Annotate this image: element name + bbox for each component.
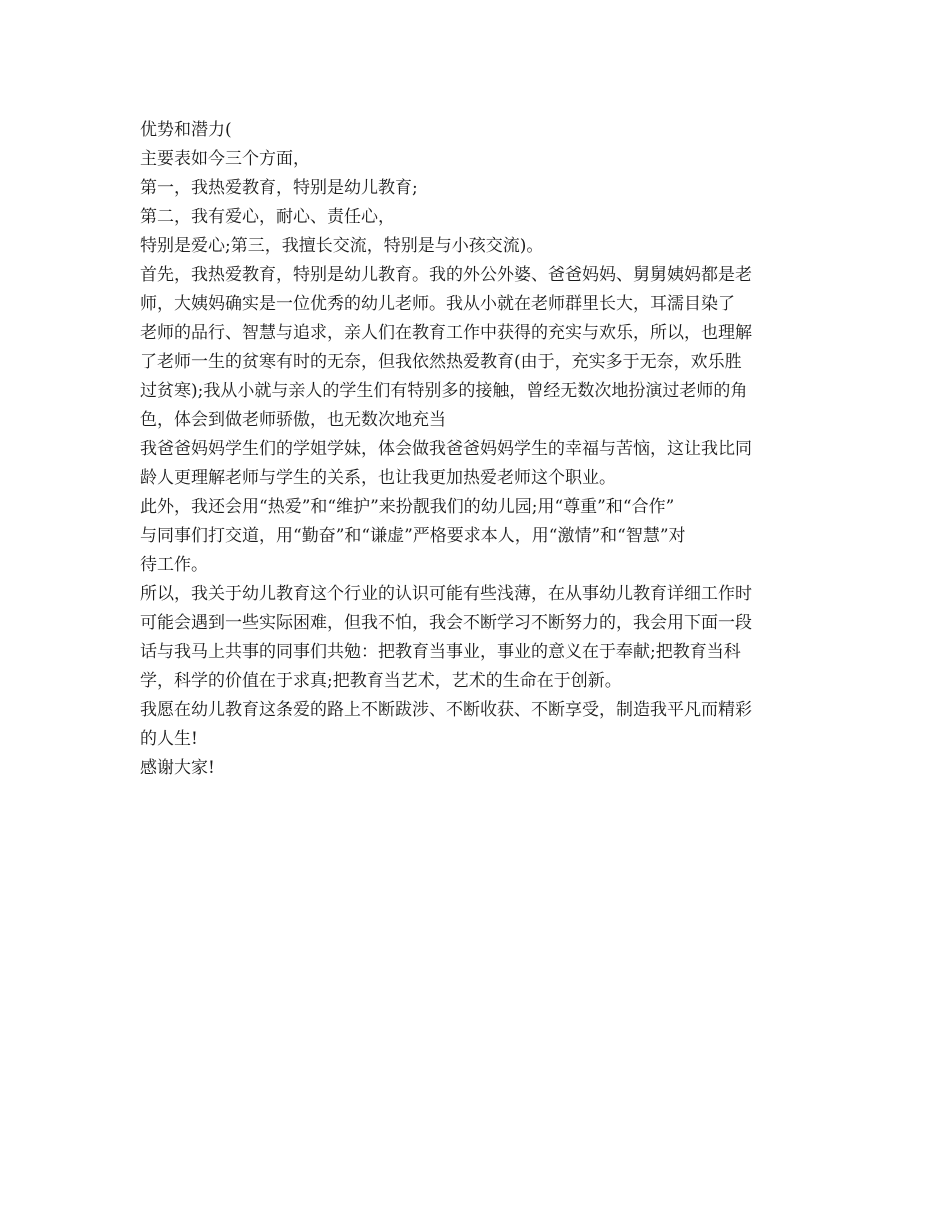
text-line: 感谢大家!: [140, 758, 215, 778]
text-line: 第一，我热爱教育，特别是幼儿教育;: [140, 178, 418, 198]
text-line: 所以，我关于幼儿教育这个行业的认识可能有些浅薄，在从事幼儿教育详细工作时: [140, 584, 752, 604]
paragraph: [140, 145, 820, 174]
text-line: 优势和潜力(: [140, 120, 232, 140]
text-line: 此外，我还会用“热爱”和“维护”来扮靓我们的幼儿园;用“尊重”和“合作”: [140, 497, 675, 517]
text-line: 与同事们打交道，用“勤奋”和“谦虚”严格要求本人，用“激情”和“智慧”对: [140, 526, 686, 546]
paragraph: [140, 174, 820, 203]
paragraph: [140, 493, 820, 580]
text-line: 首先，我热爱教育，特别是幼儿教育。我的外公外婆、爸爸妈妈、舅舅姨妈都是老: [140, 265, 752, 285]
text-line: 待工作。: [140, 555, 208, 575]
text-line: 老师的品行、智慧与追求，亲人们在教育工作中获得的充实与欢乐，所以，也理解: [140, 323, 752, 343]
text-line: 可能会遇到一些实际困难，但我不怕，我会不断学习不断努力的，我会用下面一段: [140, 613, 752, 633]
text-line: 第二，我有爱心，耐心、责任心，: [140, 207, 395, 227]
paragraph: [140, 116, 820, 145]
text-line: 的人生!: [140, 729, 198, 749]
text-line: 色，体会到做老师骄傲，也无数次地充当: [140, 410, 446, 430]
text-line: 话与我马上共事的同事们共勉：把教育当事业，事业的意义在于奉献;把教育当科: [140, 642, 741, 662]
text-line: 过贫寒);我从小就与亲人的学生们有特别多的接触，曾经无数次地扮演过老师的角: [140, 381, 748, 401]
text-line: 师，大姨妈确实是一位优秀的幼儿老师。我从小就在老师群里长大，耳濡目染了: [140, 294, 735, 314]
text-line: 主要表如今三个方面，: [140, 149, 310, 169]
document-body: [140, 116, 820, 783]
text-line: 了老师一生的贫寒有时的无奈，但我依然热爱教育(由于，充实多于无奈，欢乐胜: [140, 352, 742, 372]
text-line: 学，科学的价值在于求真;把教育当艺术，艺术的生命在于创新。: [140, 671, 622, 691]
paragraph: [140, 696, 820, 754]
text-line: 我愿在幼儿教育这条爱的路上不断跋涉、不断收获、不断享受，制造我平凡而精彩: [140, 700, 752, 720]
paragraph: [140, 203, 820, 232]
paragraph: [140, 435, 820, 493]
text-line: 我爸爸妈妈学生们的学姐学妹，体会做我爸爸妈妈学生的幸福与苦恼，这让我比同: [140, 439, 752, 459]
paragraph: [140, 754, 820, 783]
paragraph: [140, 261, 820, 435]
text-line: 特别是爱心;第三，我擅长交流，特别是与小孩交流)。: [140, 236, 544, 256]
paragraph: [140, 232, 820, 261]
paragraph: [140, 580, 820, 696]
text-line: 龄人更理解老师与学生的关系，也让我更加热爱老师这个职业。: [140, 468, 616, 488]
